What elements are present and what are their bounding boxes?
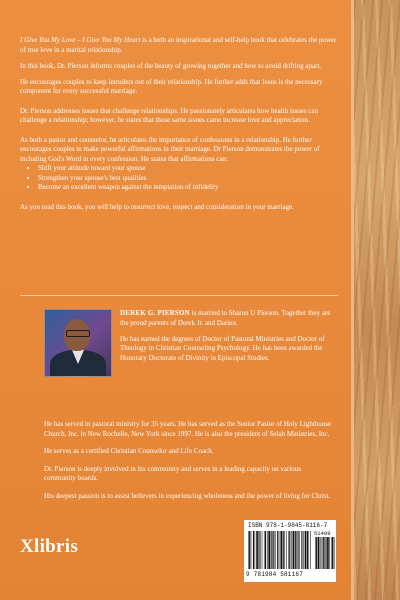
paragraph-1: In this book, Dr. Pierson informs couples of the beauty of growing together and how to avoid drifting apart. <box>20 61 322 70</box>
paragraph-3: Dr. Pierson addresses issues that challenge relationships. He passionately articulates how health issues can challenge a relationship; however, he states that those same issues came increase love and appreciation. <box>20 106 319 124</box>
author-intro-text: is married to Sharon U Pierson. Together they are the proud parents of Derek Jr. and Darien. <box>120 309 331 327</box>
description-block <box>20 36 338 219</box>
author-bio-top <box>120 309 338 370</box>
affirmation-item: • Shift your attitude toward your spouse <box>38 164 338 174</box>
intro-paragraph <box>20 36 338 55</box>
barcode-digits: 9 781984 581167 <box>246 571 304 578</box>
affirmation-item: • Become an excellent weapon against the temptation of infidelity <box>38 183 338 193</box>
section-divider <box>20 295 338 296</box>
bio-paragraph: Dr. Pierson is deeply involved in his community and serves in a leading capacity on various community boards. <box>44 464 302 482</box>
barcode-addon-text: 51499 <box>314 530 331 537</box>
isbn-text: ISBN 978-1-9845-8116-7 <box>248 522 328 529</box>
publisher-logo: Xlibris <box>20 536 79 557</box>
bio-paragraph: His deepest passion is to assist believers in experiencing wholeness and the power of living for Christ. <box>44 491 331 500</box>
book-title: I Give You My Love – I Give You My Heart <box>20 36 141 44</box>
author-bio-bottom <box>44 420 334 509</box>
author-name: DEREK G. PIERSON <box>120 309 190 317</box>
paragraph-2: He encourages couples to keep intruders out of their relationship. He further adds that Jesus is the necessary component for every successful marriage. <box>20 77 323 95</box>
barcode-icon <box>248 531 312 569</box>
affirmation-list <box>20 164 338 193</box>
wood-texture-panel <box>354 0 400 600</box>
bio-paragraph: He serves as a certified Christian Counselor and Life Coach. <box>44 447 214 455</box>
paragraph-4: As both a pastor and counselor, he articulates the importance of confessions in a relationship. He further encourages couples to make powerful affirmations in their marriage. Dr Pierson demonstrates the power of including God's Word in every confession. He states that affirmations can: <box>20 135 320 163</box>
author-degrees: He has earned the degrees of Doctor of Pastoral Ministries and Doctor of Theology in Christian Counseling Psychology. He has been awarded the Honorary Doctorate of Divinity in Episcopal Studies. <box>120 334 325 362</box>
intro-text: is a both an inspirational and self-help book that celebrates the power of true love in a marital relationship. <box>20 36 337 54</box>
author-photo <box>44 309 112 377</box>
author-intro <box>120 309 338 328</box>
bio-paragraph: He has served in pastoral ministry for 35 years. He has served as the Senior Pastor of Holy Lighthouse Church, Inc. in New Rochelle, New York since 1997. He is also the president of Selah Ministries, Inc. <box>44 420 332 438</box>
barcode-addon-icon <box>315 531 335 569</box>
affirmation-item: • Strengthen your spouse's best qualities <box>38 174 338 184</box>
wood-edge-line <box>351 0 354 600</box>
closing-paragraph: As you read this book, you will help to resurrect love, respect and consideration in your marriage. <box>20 202 294 211</box>
